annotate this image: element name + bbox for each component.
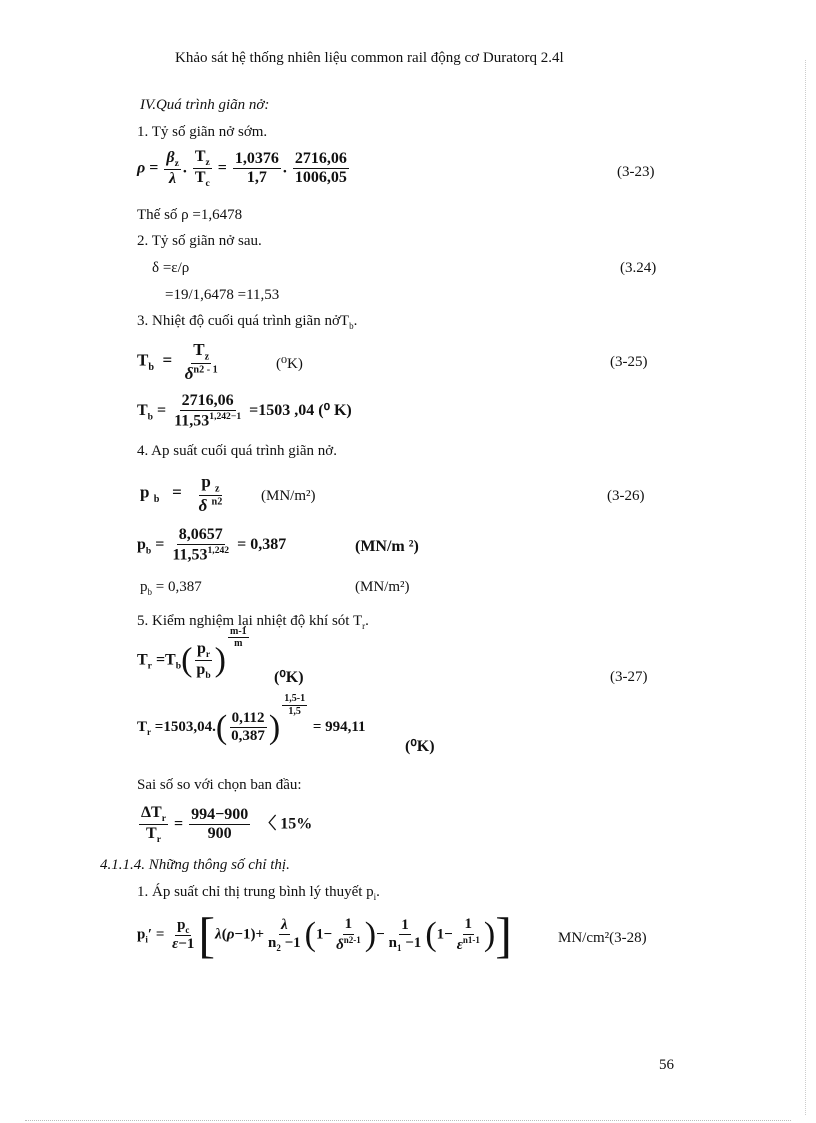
section-4114-heading: 4.1.1.4. Những thông số chỉ thị. bbox=[100, 857, 290, 873]
error-equation: $\frac{\Delta T_r}{T_r}$ = $\frac{994-900}{900}$ 〈 15% bbox=[141, 804, 313, 846]
error-label: Sai số so với chọn ban đầu: bbox=[137, 777, 302, 793]
item5-unit: (⁰K) bbox=[274, 669, 304, 686]
equation-number-3-27: (3-27) bbox=[610, 669, 648, 685]
equation-3-25-substituted: $T_b$ = $\frac{2716,06}{11,53^{1,242-1}}$ =1503 ,04 (⁰ K) bbox=[137, 392, 352, 430]
equation-3-23: ρ = $\frac{\beta_z}{\lambda}$ . $\frac{T_z}{T_c}$ = $\frac{1,0376}{1,7}$ . $\frac{2716,06}{1006,05}$ bbox=[137, 148, 347, 190]
item3-label: 3. Nhiệt độ cuối quá trình giãn nởT$_b$. bbox=[137, 313, 358, 331]
item4-label: 4. Ap suất cuối quá trình giãn nở. bbox=[137, 443, 337, 459]
item2-line1: δ =ε/ρ bbox=[152, 260, 190, 276]
page-number: 56 bbox=[659, 1057, 674, 1073]
item1-label: 1. Tỷ số giãn nở sớm. bbox=[137, 124, 268, 140]
right-margin-line bbox=[805, 60, 806, 1115]
item1-result: Thế số ρ =1,6478 bbox=[137, 207, 243, 223]
equation-number-3-24: (3.24) bbox=[620, 260, 657, 276]
item4-line: $p_b = 0,387$ bbox=[140, 579, 202, 597]
item4-line-unit: (MN/m²) bbox=[355, 579, 410, 595]
item-pi-unit: MN/cm²(3-28) bbox=[558, 930, 647, 946]
equation-3-26-substituted: $p_b$ = $\frac{8,0657}{11,53^{1,242}}$ = 0,387 bbox=[137, 526, 287, 564]
equation-number-3-25: (3-25) bbox=[610, 354, 648, 370]
equation-number-3-23: (3-23) bbox=[617, 164, 655, 180]
page-header: Khảo sát hệ thống nhiên liệu common rail động cơ Duratorq 2.4l bbox=[175, 50, 564, 66]
equation-3-25: $T_b$ = $\frac{T_z}{\delta^{n2 - 1}}$ bbox=[137, 340, 218, 384]
equation-3-27: $T_r =T_b$( $\frac{p_r}{p_b}$ ) $^{\frac{m-1}{m}}$ bbox=[137, 625, 247, 682]
equation-3-27-substituted: $T_r =1503,04$.( $\frac{0,112}{0,387}$ ) $^{\frac{1,5-1}{1,5}}$ = 994,11 bbox=[137, 693, 366, 746]
item5-label: 5. Kiểm nghiệm lại nhiệt độ khí sót $T_r$. bbox=[137, 613, 369, 631]
item3-unit: (⁰K) bbox=[276, 356, 303, 372]
item4-result-unit: (MN/m ²) bbox=[355, 538, 419, 555]
item2-line2: =19/1,6478 =11,53 bbox=[165, 287, 280, 303]
equation-number-3-26: (3-26) bbox=[607, 488, 645, 504]
footer-divider bbox=[25, 1120, 791, 1121]
equation-3-26: p $_b$ = $\frac{p _z}{\delta ^{n2}}$ bbox=[140, 472, 223, 516]
equation-3-28: $p_i'$ = $\frac{p_c}{\varepsilon-1}$ [λ(ρ−1)+ $\frac{\lambda}{n_2 -1}$ (1− $\frac{1}{\delta^{n2-1}}$ )− $\frac{1}{n_1 -1}$ (1− $\frac{1}{\varepsilon^{n1-1}}$ )] bbox=[137, 907, 512, 963]
item-pi-label: 1. Áp suất chỉ thị trung bình lý thuyết $p_i$. bbox=[137, 884, 380, 902]
item5-result-unit: (⁰K) bbox=[405, 738, 435, 755]
item2-label: 2. Tỷ số giãn nở sau. bbox=[137, 233, 262, 249]
section-iv-heading: IV.Quá trình giãn nở: bbox=[140, 97, 270, 113]
item4-unit: (MN/m²) bbox=[261, 488, 316, 504]
